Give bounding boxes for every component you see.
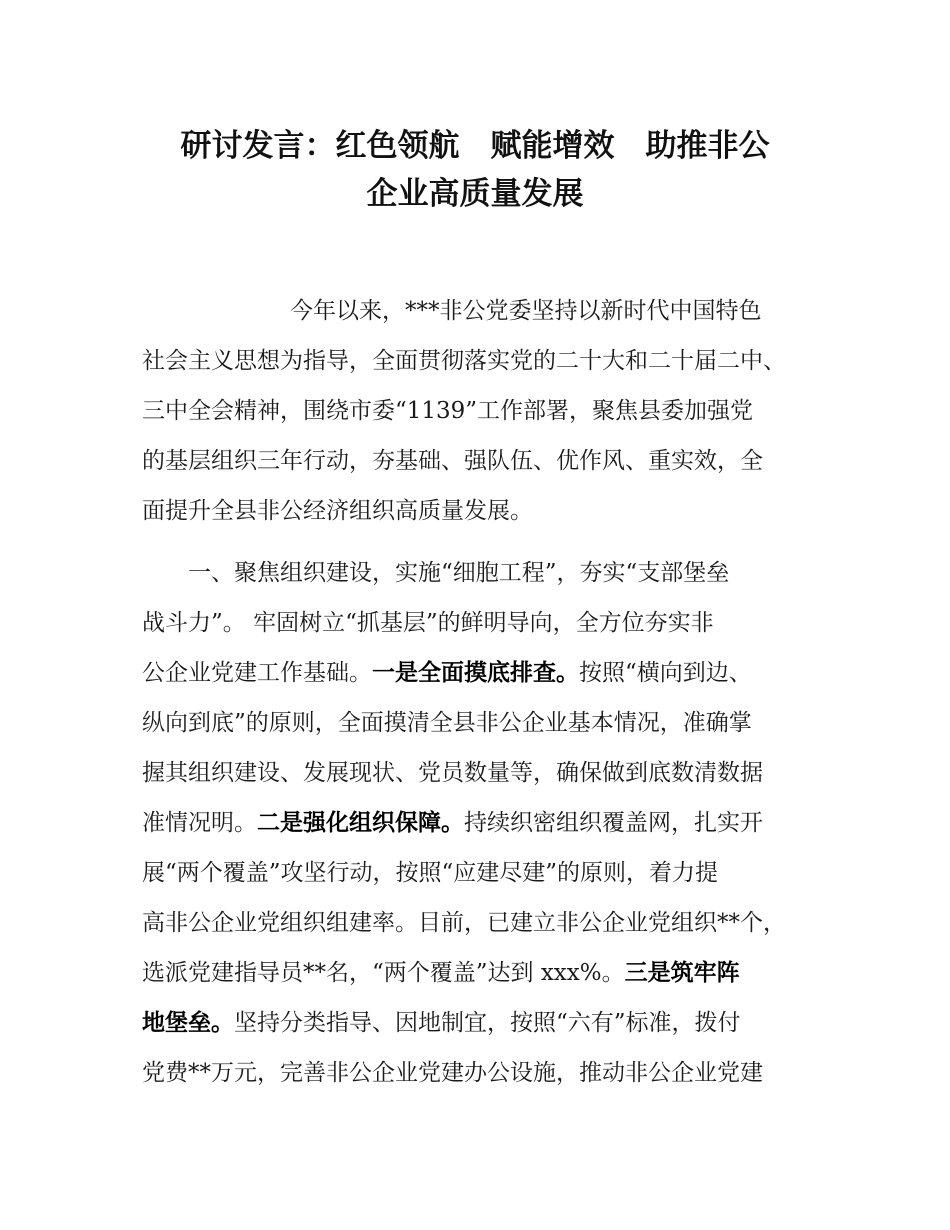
body-text: 社会主义思想为指导，全面贯彻落实党的二十大和二十届二中、 xyxy=(142,348,786,374)
body-text: 纵向到底”的原则，全面摸清全县非公企业基本情况，准确掌 xyxy=(142,710,752,736)
paragraph-line xyxy=(188,558,729,588)
paragraph-line xyxy=(142,958,740,988)
body-text: 握其组织建设、发展现状、党员数量等，确保做到底数清数据 xyxy=(142,760,763,786)
body-text: 今年以来，***非公党委坚持以新时代中国特色 xyxy=(290,298,762,324)
paragraph-line xyxy=(142,1058,763,1088)
body-text: 坚持分类指导、因地制宜，按照“六有”标准，拨付 xyxy=(234,1010,741,1036)
bold-heading-text: 一是全面摸底排查。 xyxy=(372,660,579,686)
body-text: 高非公企业党组织组建率。目前，已建立非公企业党组织**个， xyxy=(142,910,786,936)
paragraph-line xyxy=(142,346,786,376)
paragraph-line xyxy=(142,396,753,426)
bold-heading-text: 三是筑牢阵 xyxy=(624,960,740,986)
paragraph-line xyxy=(142,758,763,788)
paragraph-line xyxy=(142,1008,741,1038)
bold-heading-text: 二是强化组织保障。 xyxy=(257,810,464,836)
body-text: 战斗力”。 牢固树立“抓基层”的鲜明导向，全方位夯实非 xyxy=(142,610,714,636)
body-text: 展“两个覆盖”攻坚行动，按照“应建尽建”的原则，着力提 xyxy=(142,860,719,886)
body-text: 的基层组织三年行动，夯基础、强队伍、优作风、重实效，全 xyxy=(142,448,763,474)
paragraph-line xyxy=(142,608,714,638)
body-text: 三中全会精神，围绕市委“1139”工作部署，聚焦县委加强党 xyxy=(142,398,754,424)
body-text: 面提升全县非公经济组织高质量发展。 xyxy=(142,498,533,524)
paragraph-line xyxy=(142,708,752,738)
body-text: 准情况明。 xyxy=(142,810,257,836)
body-text: 选派党建指导员**名，“两个覆盖”达到 xxx%。 xyxy=(142,960,625,986)
body-text: 公企业党建工作基础。 xyxy=(142,660,372,686)
body-text: 党费**万元，完善非公企业党建办公设施，推动非公企业党建 xyxy=(142,1060,763,1086)
document-title-line-1: 研讨发言：红色领航 赋能增效 助推非公 xyxy=(180,128,770,164)
bold-heading-text: 地堡垒。 xyxy=(142,1010,234,1036)
paragraph-line xyxy=(142,496,533,526)
paragraph-line xyxy=(142,908,786,938)
paragraph-line xyxy=(142,808,763,838)
paragraph-line xyxy=(290,296,762,326)
paragraph-line xyxy=(142,858,718,888)
body-text: 一、聚焦组织建设，实施“细胞工程”，夯实“支部堡垒 xyxy=(188,560,730,586)
body-text: 按照“横向到边、 xyxy=(579,660,752,686)
document-title-line-2: 企业高质量发展 xyxy=(366,176,584,212)
paragraph-line xyxy=(142,446,763,476)
paragraph-line xyxy=(142,658,752,688)
body-text: 持续织密组织覆盖网，扎实开 xyxy=(464,810,763,836)
